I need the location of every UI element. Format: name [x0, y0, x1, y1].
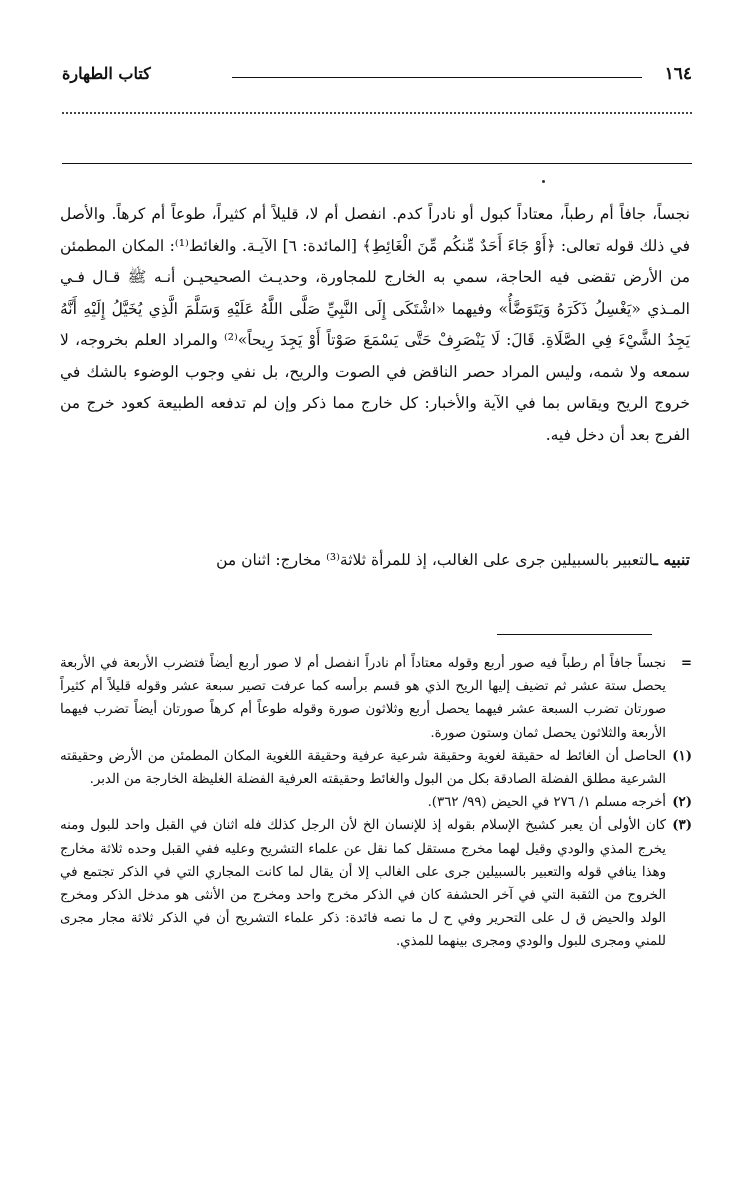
- notice-text: التعبير بالسبيلين جرى على الغالب، إذ للمرأة ثلاثة⁽³⁾ مخارج: اثنان من: [216, 551, 654, 569]
- footnote-marker: (٢): [672, 795, 692, 811]
- footnote-3: [60, 814, 692, 953]
- footnote-continued: [60, 652, 692, 745]
- footnote-marker: (٣): [672, 818, 692, 834]
- footnotes: [60, 652, 692, 954]
- footnote-text: كان الأولى أن يعبر كشيخ الإسلام بقوله إذ للإنسان الخ لأن الرجل كذلك فله اثنان في القبل واحد للبول ومنه يخرج المذي والودي وقيل لهما مخرج مستقل كما نقل عن علماء التشريح وعليه ففي القبل وحده ثلاثة مخارج وهذا ينافي قوله والتعبير بالسبيلين جرى على الغالب إلا أن يقال لما كانت المجاري التي في الذكر تجتمع في الخروج من الثقبة التي في آخر الحشفة كان في الذكر مخرج واحد ومخرج من الأنثى هو مدخل الذكر ومخرج الولد والحيض ق ل على التحرير وفي ح ل ما نصه فائدة: ذكر علماء التشريح أن في الذكر ثلاثة مجار مجرى للمني ومجرى للبول والودي ومجرى بينهما للمذي.: [60, 818, 666, 950]
- footnote-1: [60, 745, 692, 791]
- main-text: [60, 199, 690, 451]
- footnote-text: الحاصل أن الغائط له حقيقة لغوية وحقيقة شرعية عرفية وحقيقة اللغوية المكان المطمئن من الأرض وحقيقته الشرعية مطلق الفضلة الصادقة بكل من البول والغائط وحقيقته العرفية الفضلة الغليظة الخارجة من الدبر.: [60, 748, 666, 788]
- header-rule: [232, 77, 642, 78]
- footnote-text: نجساً جافاً أم رطباً فيه صور أربع وقوله معتاداً أم نادراً انفصل أم لا صور أربع أيضاً فتضرب الأربعة في الأربعة يحصل ستة عشر ثم تضيف إليها الريح الذي هو قسم برأسه كما عرفت تصير سبعة عشر وقوله قليلاً أم كثيراً صورتان تضرب السبعة عشر فيهما يحصل أربع وثلاثون صورة وقوله طوعاً أم كرهاً صورتان أيضاً تضرب فيهما الأربعة والثلاثون يحصل ثمان وستون صورة.: [60, 656, 666, 741]
- stray-dot: [542, 180, 545, 183]
- commentary-rule: [62, 163, 692, 164]
- dotted-separator: [62, 112, 692, 128]
- footnote-marker: (١): [672, 748, 692, 764]
- footnote-rule: [497, 634, 652, 635]
- footnote-marker: =: [680, 656, 692, 671]
- page-header: [62, 64, 692, 88]
- footnote-text: أخرجه مسلم ١/ ٢٧٦ في الحيض (٩٩/ ٣٦٢).: [427, 795, 666, 811]
- notice: [60, 545, 690, 575]
- footnote-2: [60, 791, 692, 814]
- page-number: ١٦٤: [664, 64, 692, 84]
- book-title: كتاب الطهارة: [62, 64, 151, 83]
- notice-title: تنبيه ـ: [653, 550, 690, 569]
- main-paragraph: نجساً، جافاً أم رطباً، معتاداً كبول أو نادراً كدم. انفصل أم لا، قليلاً أم كثيراً، طوعاً أم كرهاً. والأصل في ذلك قوله تعالى: ﴿أَوْ جَاءَ أَحَدٌ مِّنكُم مِّنَ الْغَائِطِ﴾ [المائدة: ٦] الآيـة. والغائط⁽¹⁾: المكان المطمئن من الأرض تقضى فيه الحاجة، سمي به الخارج للمجاورة، وحديـث الصحيحيـن أنـه ﷺ قـال فـي المـذي «يَغْسِلُ ذَكَرَهُ وَيَتَوَضَّأُ» وفيهما «اشْتَكَى إِلَى النَّبِيِّ صَلَّى اللَّهُ عَلَيْهِ وَسَلَّمَ الَّذِي يُخَيَّلُ إِلَيْهِ أَنَّهُ يَجِدُ الشَّيْءَ فِي الصَّلَاةِ. قَالَ: لَا يَنْصَرِفْ حَتَّى يَسْمَعَ صَوْتاً أَوْ يَجِدَ رِيحاً»⁽²⁾ والمراد العلم بخروجه، لا سمعه ولا شمه، وليس المراد حصر الناقض في الصوت والريح، بل نفي وجوب الوضوء بالشك في خروج الريح ويقاس بما في الآية والأخبار: كل خارج مما ذكر وإن لم تدفعه الطبيعة كعود خرج من الفرج بعد أن دخل فيه.: [60, 205, 691, 444]
